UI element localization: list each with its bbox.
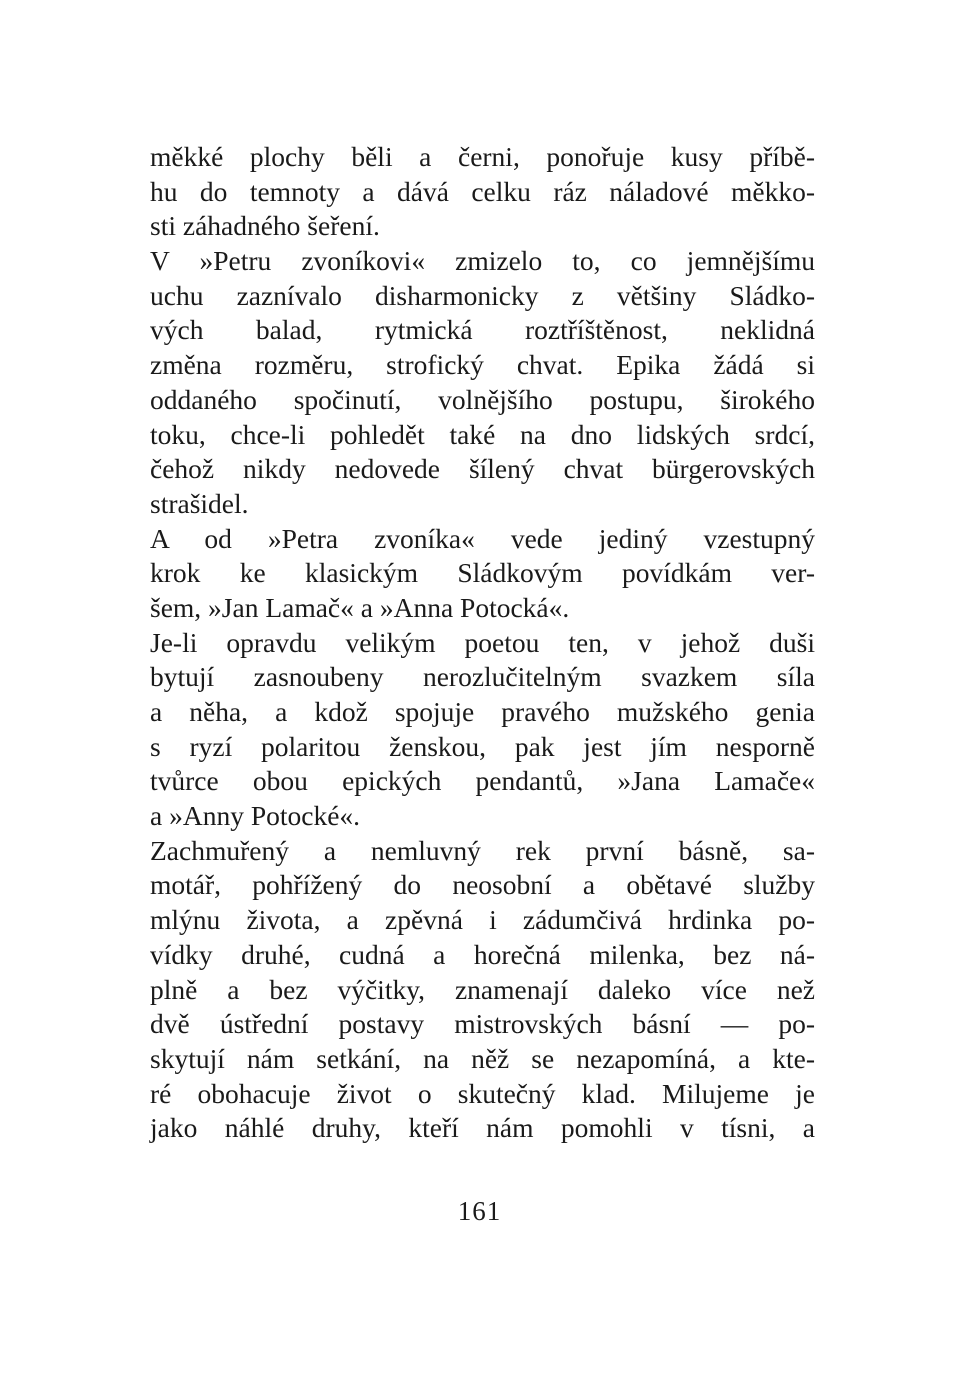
- text-line: čehož nikdy nedovede šílený chvat bürgerovských: [150, 453, 815, 485]
- text-line: strašidel.: [150, 487, 249, 519]
- text-line: a něha, a kdož spojuje pravého mužského genia: [150, 696, 815, 727]
- text-line: sti záhadného šeření.: [150, 210, 380, 242]
- text-line: šem, »Jan Lamač« a »Anna Potocká«.: [150, 591, 570, 623]
- text-line: skytují nám setkání, na něž se nezapomíná, a kte-: [150, 1042, 815, 1074]
- text-line: s ryzí polaritou ženskou, pak jest jím nesporně: [150, 730, 815, 762]
- body-text: [150, 140, 815, 1146]
- text-line: bytují zasnoubeny nerozlučitelným svazkem síla: [150, 661, 815, 693]
- text-line: dvě ústřední postavy mistrovských básní — po-: [150, 1008, 815, 1040]
- text-line: vídky druhé, cudná a horečná milenka, bez ná-: [150, 938, 815, 970]
- text-line: uchu zaznívalo disharmonicky z většiny Sládko-: [150, 279, 815, 311]
- text-line: A od »Petra zvoníka« vede jediný vzestupný: [150, 522, 815, 554]
- text-line: mlýnu života, a zpěvná i zádumčivá hrdinka po-: [150, 904, 815, 936]
- text-line: krok ke klasickým Sládkovým povídkám ver-: [150, 557, 815, 589]
- text-line: měkké plochy běli a černi, ponořuje kusy příbě-: [150, 141, 815, 172]
- text-line: ré obohacuje život o skutečný klad. Milujeme je: [150, 1077, 815, 1109]
- text-line: Je-li opravdu velikým poetou ten, v jehož duši: [150, 626, 815, 658]
- text-line: toku, chce-li pohledět také na dno lidských srdcí,: [150, 418, 815, 450]
- text-line: oddaného spočinutí, volnějšího postupu, širokého: [150, 383, 815, 415]
- text-line: změna rozměru, strofický chvat. Epika žádá si: [150, 349, 815, 381]
- text-line: plně a bez výčitky, znamenají daleko více než: [150, 973, 815, 1005]
- text-line: tvůrce obou epických pendantů, »Jana Lamače«: [150, 765, 815, 797]
- text-line: motář, pohřížený do neosobní a obětavé služby: [150, 869, 815, 901]
- text-line: Zachmuřený a nemluvný rek první básně, sa-: [150, 834, 815, 866]
- text-line: hu do temnoty a dává celku ráz náladové měkko-: [150, 175, 815, 207]
- text-line: vých balad, rytmická roztříštěnost, neklidná: [150, 314, 815, 346]
- text-line: a »Anny Potocké«.: [150, 800, 361, 832]
- page-number: 161: [457, 1196, 502, 1226]
- text-line: jako náhlé druhy, kteří nám pomohli v tísni, a: [150, 1112, 815, 1144]
- text-line: V »Petru zvoníkovi« zmizelo to, co jemnějšímu: [150, 245, 815, 277]
